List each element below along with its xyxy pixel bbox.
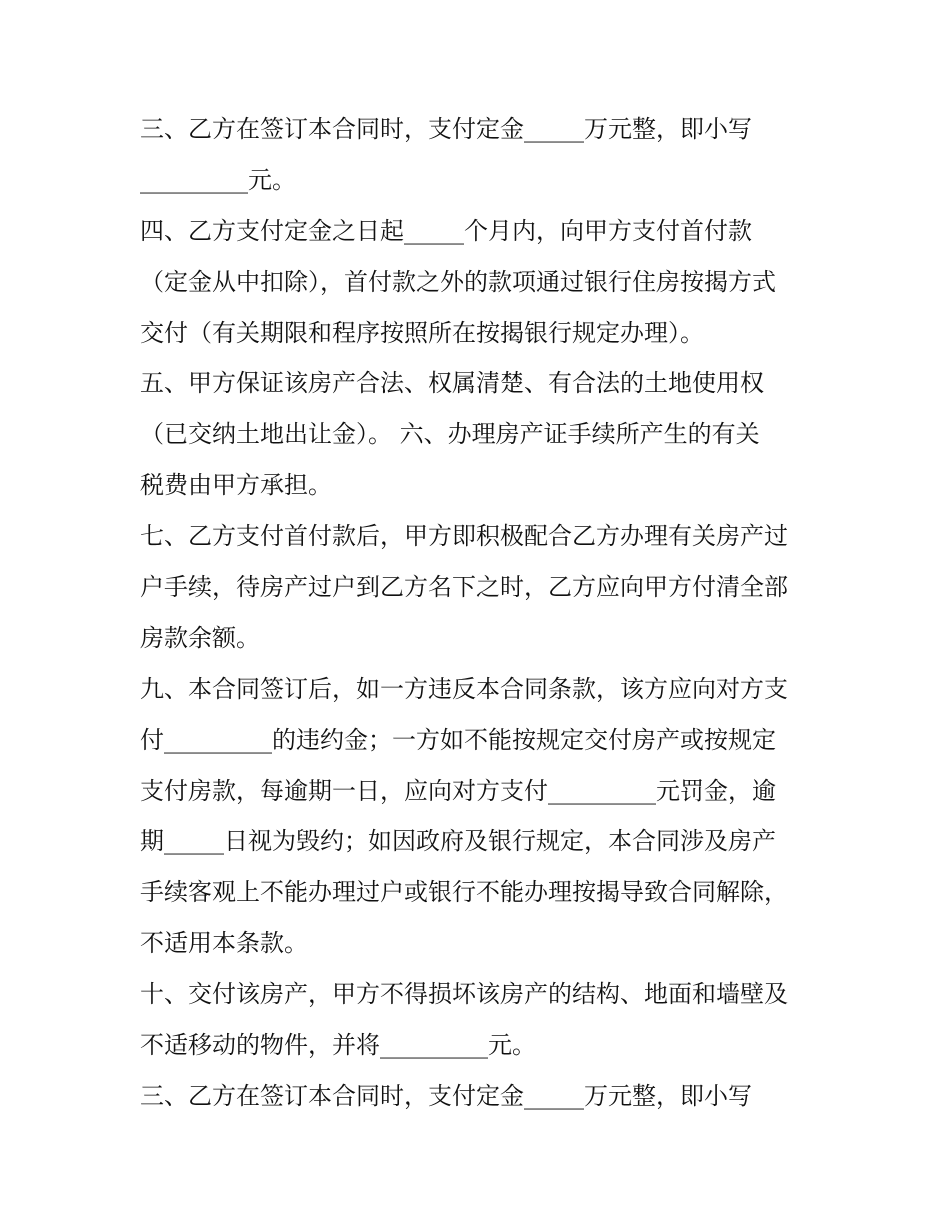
text-line: 九、本合同签订后，如一方违反本合同条款，该方应向对方支 xyxy=(140,674,788,703)
text-line: （定金从中扣除），首付款之外的款项通过银行住房按揭方式 xyxy=(140,267,776,296)
text-line: 三、乙方在签订本合同时，支付定金_____万元整，即小写 xyxy=(140,1081,752,1110)
text-line: 四、乙方支付定金之日起_____个月内，向甲方支付首付款 xyxy=(140,216,752,245)
text-line: 十、交付该房产，甲方不得损坏该房产的结构、地面和墙壁及 xyxy=(140,980,788,1009)
text-line: 税费由甲方承担。 xyxy=(140,471,332,500)
text-line: 不适用本条款。 xyxy=(140,929,308,958)
text-line: 交付（有关期限和程序按照所在按揭银行规定办理）。 xyxy=(140,318,704,347)
text-line: （已交纳土地出让金）。 六、办理房产证手续所产生的有关 xyxy=(140,420,760,449)
text-line: 支付房款，每逾期一日，应向对方支付_________元罚金，逾 xyxy=(140,776,776,805)
text-line: 三、乙方在签订本合同时，支付定金_____万元整，即小写 xyxy=(140,115,752,143)
text-line: 付_________的违约金；一方如不能按规定交付房产或按规定 xyxy=(140,725,776,754)
text-line: _________元。 xyxy=(140,165,296,194)
document-body xyxy=(140,104,820,1122)
text-line: 五、甲方保证该房产合法、权属清楚、有合法的土地使用权 xyxy=(140,369,764,398)
text-line: 手续客观上不能办理过户或银行不能办理按揭导致合同解除， xyxy=(140,878,788,907)
text-line: 期_____日视为毁约；如因政府及银行规定，本合同涉及房产 xyxy=(140,827,776,856)
text-line: 户手续，待房产过户到乙方名下之时，乙方应向甲方付清全部 xyxy=(140,573,788,602)
text-line: 房款余额。 xyxy=(140,623,260,652)
text-line: 不适移动的物件，并将_________元。 xyxy=(140,1031,536,1060)
text-line: 七、乙方支付首付款后，甲方即积极配合乙方办理有关房产过 xyxy=(140,522,788,551)
